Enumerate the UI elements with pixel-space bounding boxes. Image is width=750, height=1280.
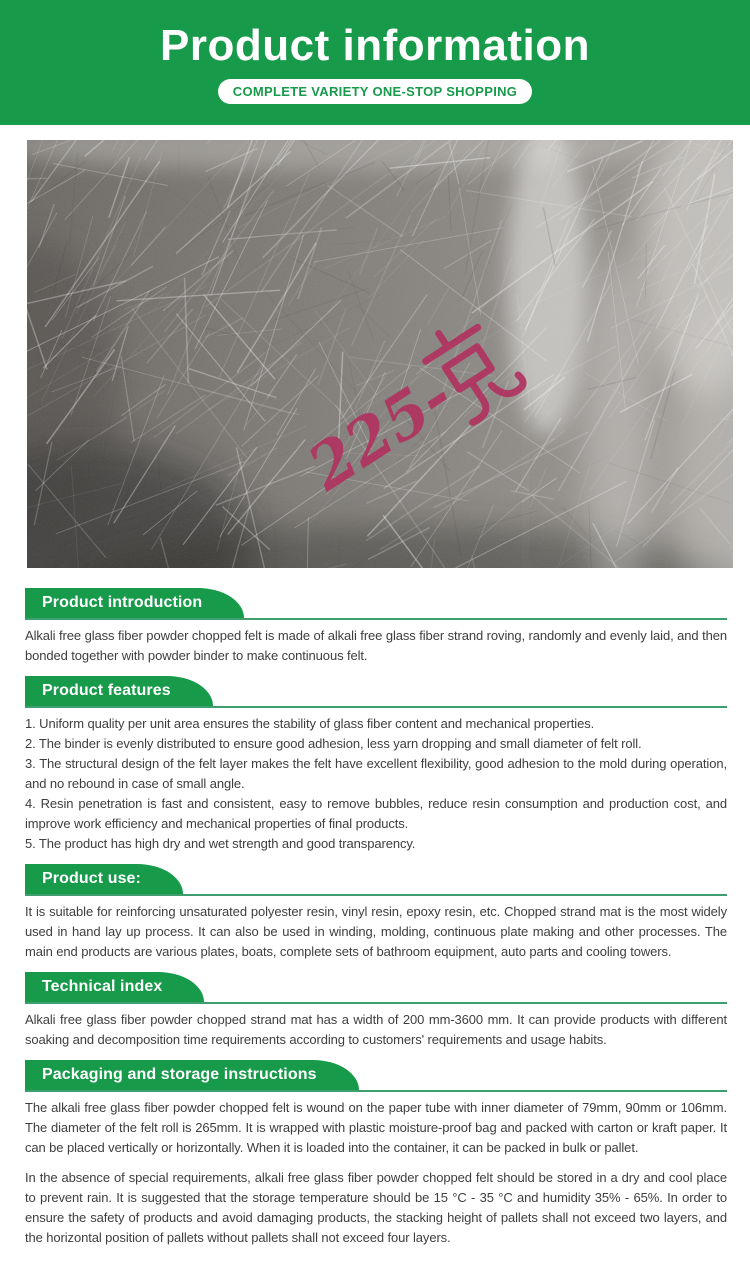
section-title-ribbon: Packaging and storage instructions <box>25 1060 359 1090</box>
section-header <box>25 1060 727 1092</box>
feature-item: 1. Uniform quality per unit area ensures the stability of glass fiber content and mechanical properties. <box>25 716 595 731</box>
section-title-ribbon: Technical index <box>25 972 204 1002</box>
section-header <box>25 972 727 1004</box>
feature-item: 5. The product has high dry and wet strength and good transparency. <box>25 836 416 851</box>
product-photo-image <box>27 140 733 568</box>
header-slogan-badge: COMPLETE VARIETY ONE-STOP SHOPPING <box>218 79 532 104</box>
page-header-banner <box>0 0 750 125</box>
section-header <box>25 676 727 708</box>
section-paragraph: The alkali free glass fiber powder chopped felt is wound on the paper tube with inner diameter of 79mm, 90mm or 106mm. The diameter of the felt roll is 265mm. It is wrapped with plastic moisture-proof bag and packed with carton or kraft paper. It can be placed vertically or horizontally. When it is loaded into the container, it can be packed in bulk or pallet. <box>25 1100 727 1155</box>
section-product-use <box>25 864 727 962</box>
section-paragraph: In the absence of special requirements, alkali free glass fiber powder chopped felt should be stored in a dry and cool place to prevent rain. It is suggested that the storage temperature should be 15 °C - 35 °C and humidity 35% - 65%. In order to ensure the safety of products and avoid damaging products, the stacking height of pallets shall not exceed two layers, and the horizontal position of pallets without pallets shall not exceed four layers. <box>25 1170 727 1245</box>
section-header <box>25 864 727 896</box>
section-product-features <box>25 676 727 854</box>
feature-item: 3. The structural design of the felt layer makes the felt have excellent flexibility, good adhesion to the mold during operation, and no rebound in case of small angle. <box>25 756 727 791</box>
section-title-ribbon: Product features <box>25 676 213 706</box>
feature-item: 2. The binder is evenly distributed to ensure good adhesion, less yarn dropping and small diameter of felt roll. <box>25 736 642 751</box>
section-title-ribbon: Product introduction <box>25 588 244 618</box>
section-product-introduction <box>25 588 727 666</box>
section-title-ribbon: Product use: <box>25 864 183 894</box>
feature-list <box>25 714 727 854</box>
section-header <box>25 588 727 620</box>
page-title: Product information <box>160 21 590 70</box>
section-technical-index <box>25 972 727 1050</box>
content-area <box>25 588 727 1248</box>
section-paragraph: Alkali free glass fiber powder chopped felt is made of alkali free glass fiber strand roving, randomly and evenly laid, and then bonded together with powder binder to make continuous felt. <box>25 628 727 663</box>
product-photo <box>27 140 733 568</box>
section-paragraph: Alkali free glass fiber powder chopped strand mat has a width of 200 mm-3600 mm. It can provide products with different soaking and decomposition time requirements according to customers' requirements and usage habits. <box>25 1012 727 1047</box>
feature-item: 4. Resin penetration is fast and consistent, easy to remove bubbles, reduce resin consumption and production cost, and improve work efficiency and mechanical properties of final products. <box>25 796 727 831</box>
section-paragraph: It is suitable for reinforcing unsaturated polyester resin, vinyl resin, epoxy resin, etc. Chopped strand mat is the most widely used in hand lay up process. It can also be used in winding, molding, continuous plate making and other processes. The main end products are various plates, boats, complete sets of bathroom equipment, auto parts and cooling towers. <box>25 904 727 959</box>
photo-grain-overlay <box>27 140 733 568</box>
handwritten-digits: 225- <box>295 358 466 505</box>
section-packaging-storage <box>25 1060 727 1248</box>
